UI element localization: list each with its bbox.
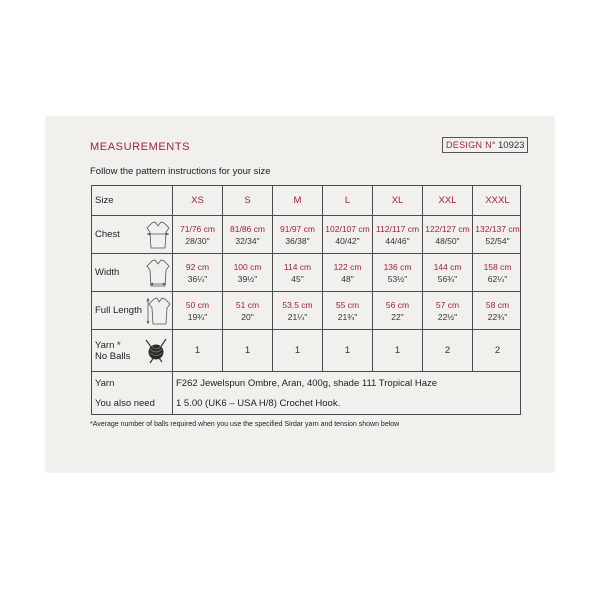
table-row-chest: Chest 71/76 cm 28/30" 81/86 cm 32/34" 91/97 cm 36/38" 102/107 cm 40/42" 112/117 cm 44/46" 122/127 cm 48/50" 132/137 cm 52/54"	[92, 216, 520, 254]
yarn-balls-label: Yarn * No Balls	[95, 339, 131, 362]
design-label: DESIGN N°	[446, 140, 496, 150]
footnote: *Average number of balls required when you use the specified Sirdar yarn and tension shown below	[90, 421, 400, 428]
width-label: Width	[95, 267, 120, 278]
table-row-length: Full Length 50 cm 19¾" 51 cm 20" 53.5 cm 21¼" 55 cm 21¾" 56 cm 22" 57 cm 22½" 58 cm 22¾"	[92, 292, 520, 330]
size-m: M	[272, 186, 322, 215]
width-garment-icon	[145, 258, 171, 288]
length-label: Full Length	[95, 305, 143, 316]
size-s: S	[222, 186, 272, 215]
size-header-label: Size	[95, 195, 114, 206]
size-xxl: XXL	[422, 186, 472, 215]
intro-text: Follow the pattern instructions for your size	[90, 166, 271, 177]
page-title: MEASUREMENTS	[90, 141, 191, 153]
table-row-width: Width 92 cm 36¼" 100 cm 39½" 114 cm 45" 122 cm 48" 136 cm 53½" 144 cm 56¾" 158 cm 62¼"	[92, 254, 520, 292]
yarn-ball-icon	[142, 336, 170, 366]
design-number: 10923	[498, 139, 525, 151]
table-row-yarn-info: Yarn F262 Jewelspun Ombre, Aran, 400g, shade 111 Tropical Haze You also need 1 5.00 (UK6 – USA H/8) Crochet Hook.	[92, 372, 520, 414]
size-xs: XS	[172, 186, 222, 215]
length-garment-icon	[145, 296, 171, 326]
chest-garment-icon	[145, 220, 171, 250]
table-row-yarn-balls: Yarn * No Balls 1 1 1 1 1 2 2	[92, 330, 520, 372]
design-number-box	[442, 137, 528, 153]
chest-label: Chest	[95, 229, 120, 240]
size-l: L	[322, 186, 372, 215]
size-xxxl: XXXL	[472, 186, 522, 215]
size-xl: XL	[372, 186, 422, 215]
table-row-size	[92, 186, 520, 216]
measurements-table	[91, 185, 521, 415]
measurements-card	[46, 117, 554, 472]
